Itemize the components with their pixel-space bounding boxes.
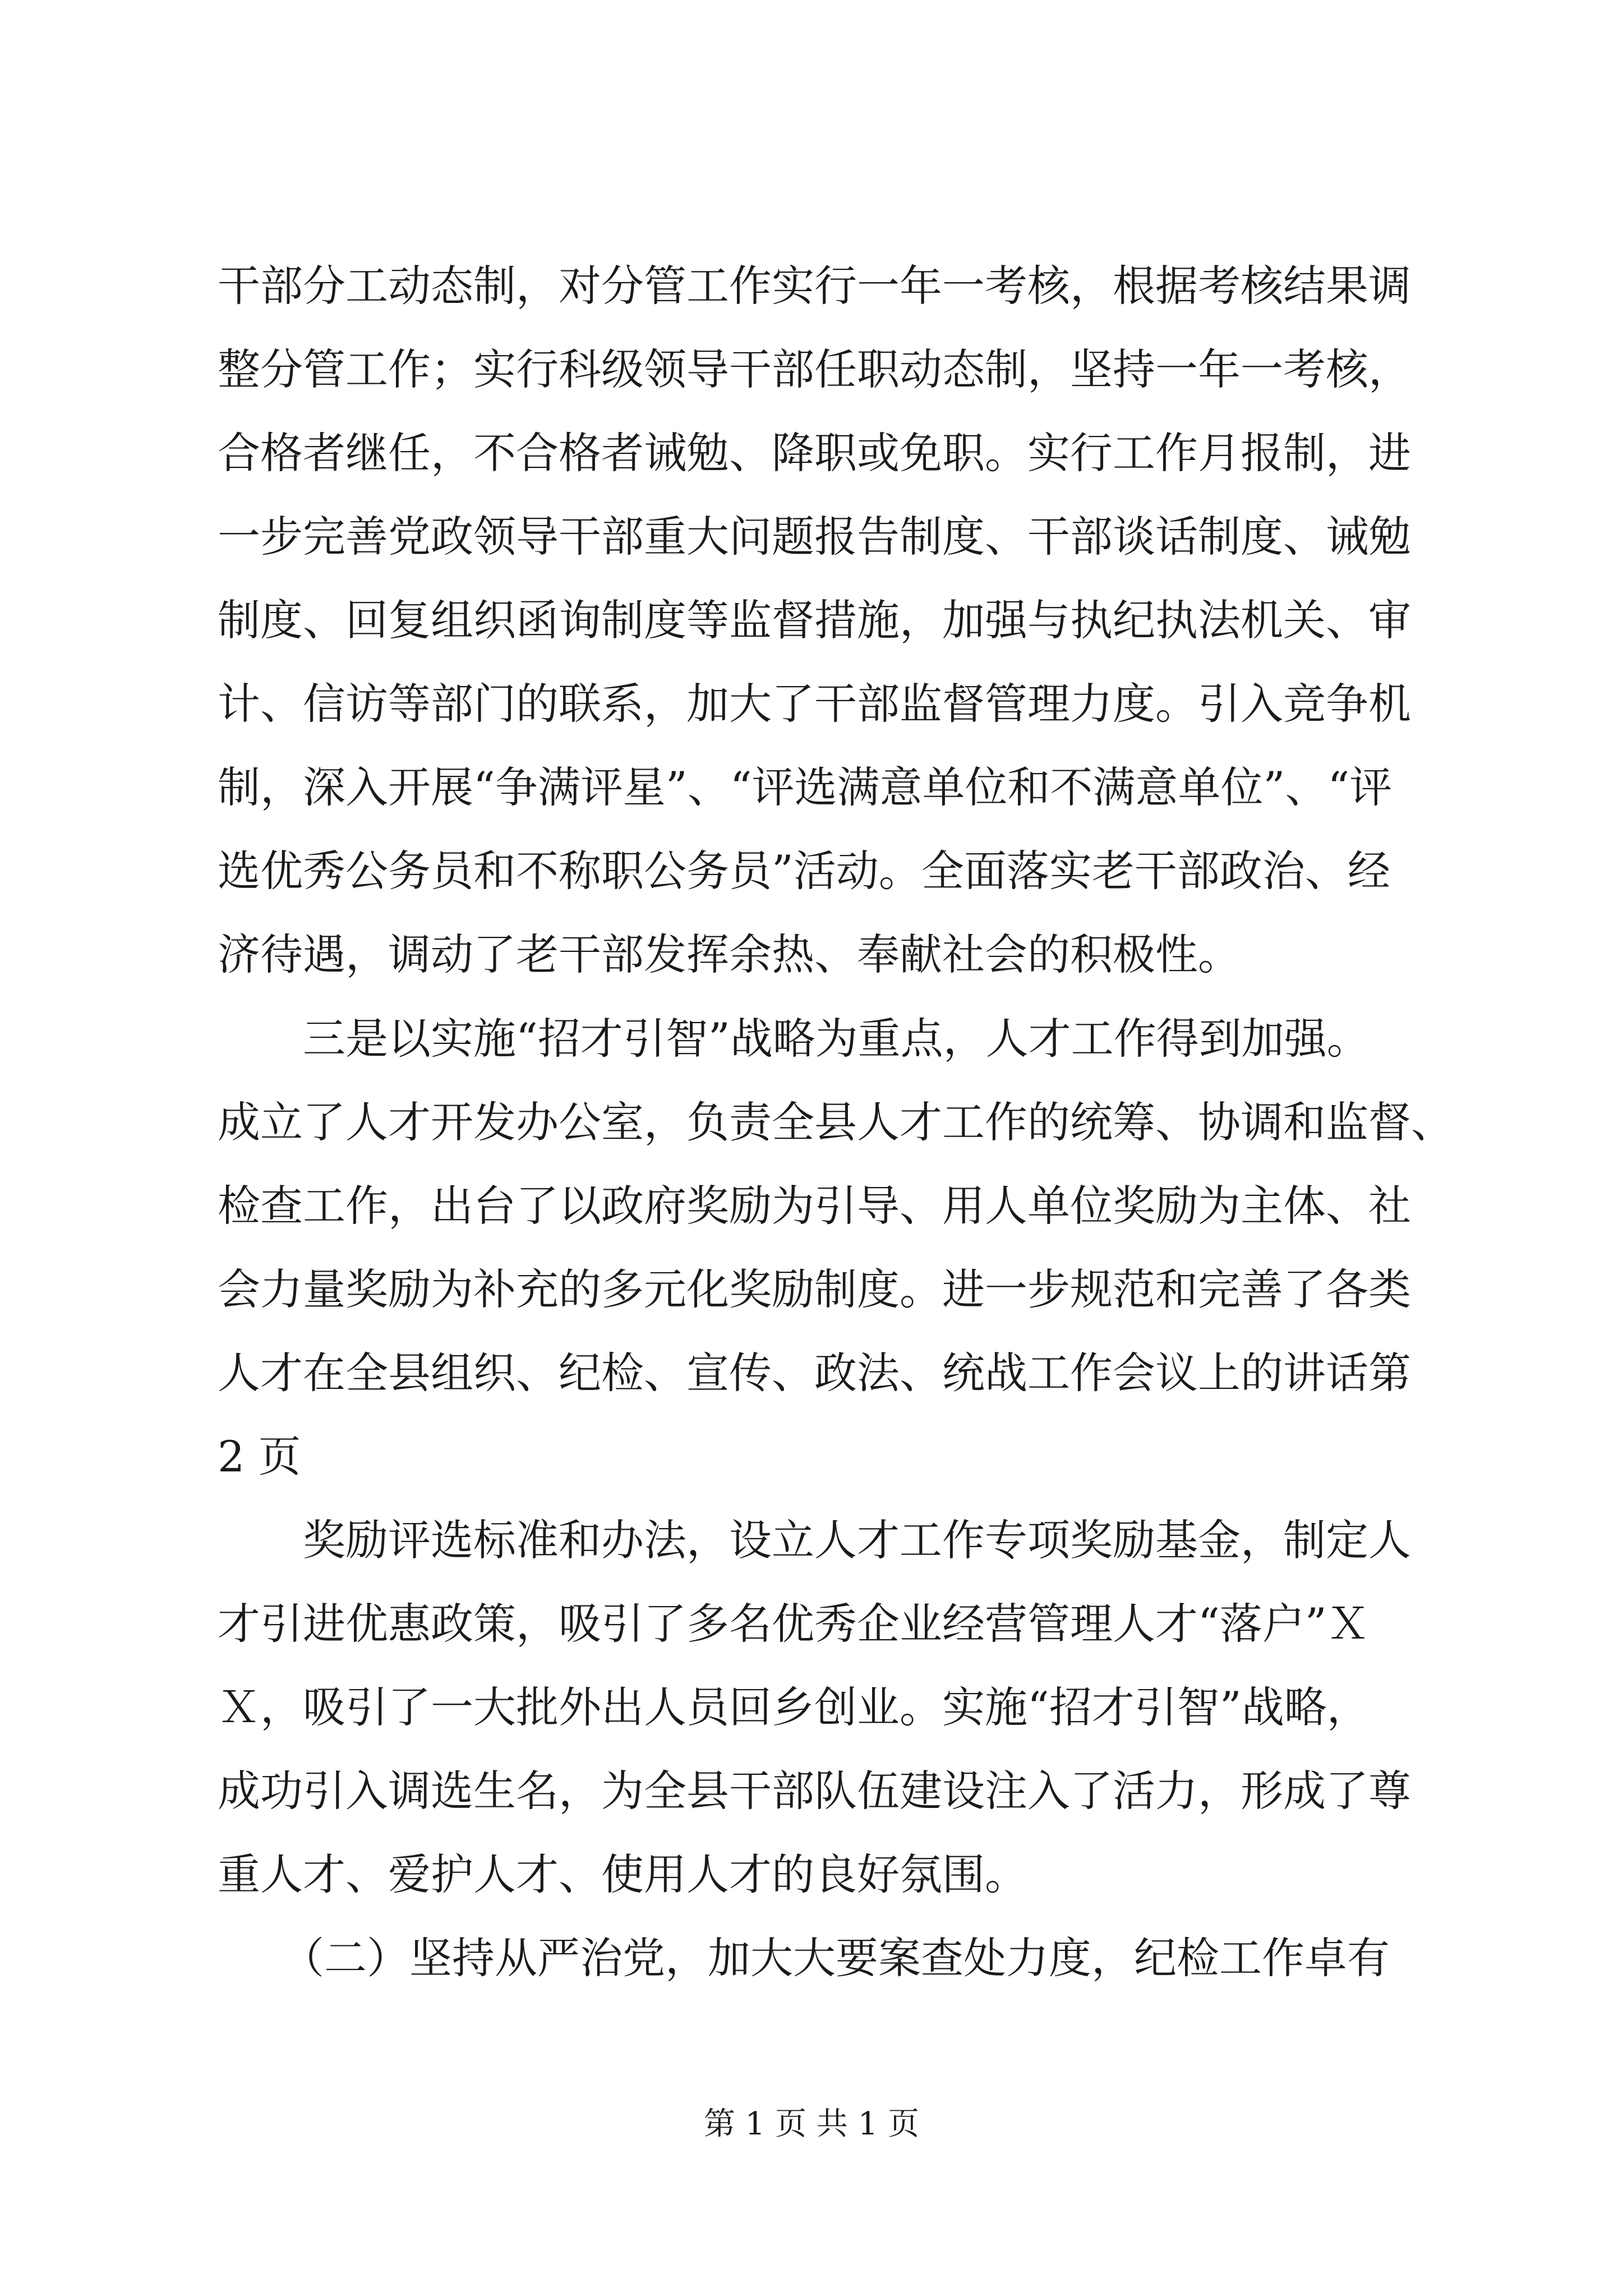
- text-line: 三是以实施“招才引智”战略为重点，人才工作得到加强。: [218, 1014, 1370, 1064]
- text-line: 一步完善党政领导干部重大问题报告制度、干部谈话制度、诫勉: [218, 512, 1411, 562]
- text-line: 整分管工作；实行科级领导干部任职动态制，坚持一年一考核，: [218, 344, 1411, 394]
- text-line: 2 页: [218, 1432, 301, 1481]
- text-line: Ｘ，吸引了一大批外出人员回乡创业。实施“招才引智”战略，: [218, 1682, 1370, 1732]
- text-line: 计、信访等部门的联系，加大了干部监督管理力度。引入竞争机: [218, 679, 1411, 729]
- text-line: 奖励评选标准和办法，设立人才工作专项奖励基金，制定人: [218, 1515, 1411, 1565]
- text-line: 才引进优惠政策，吸引了多名优秀企业经营管理人才“落户”Ｘ: [218, 1599, 1370, 1649]
- text-line: 济待遇，调动了老干部发挥余热、奉献社会的积极性。: [218, 930, 1241, 979]
- text-line: 干部分工动态制，对分管工作实行一年一考核，根据考核结果调: [218, 261, 1411, 311]
- text-line: 检查工作，出台了以政府奖励为引导、用人单位奖励为主体、社: [218, 1181, 1411, 1231]
- text-line: 重人才、爱护人才、使用人才的良好氛围。: [218, 1849, 1027, 1899]
- text-line: 成功引入调选生名，为全县干部队伍建设注入了活力，形成了尊: [218, 1766, 1411, 1816]
- page-footer: 第 1 页 共 1 页: [703, 2106, 920, 2142]
- text-line: 人才在全县组织、纪检、宣传、政法、统战工作会议上的讲话第: [218, 1348, 1411, 1398]
- text-line: 合格者继任，不合格者诫勉、降职或免职。实行工作月报制，进: [218, 428, 1411, 478]
- text-line: 成立了人才开发办公室，负责全县人才工作的统筹、协调和监督、: [218, 1097, 1454, 1147]
- text-line: （二）坚持从严治党，加大大要案查处力度，纪检工作卓有: [218, 1933, 1390, 1983]
- text-line: 会力量奖励为补充的多元化奖励制度。进一步规范和完善了各类: [218, 1264, 1411, 1314]
- text-line: 选优秀公务员和不称职公务员”活动。全面落实老干部政治、经: [218, 846, 1390, 896]
- text-line: 制度、回复组织函询制度等监督措施，加强与执纪执法机关、审: [218, 595, 1411, 645]
- text-line: 制，深入开展“争满评星”、“评选满意单位和不满意单位”、“评: [218, 762, 1393, 812]
